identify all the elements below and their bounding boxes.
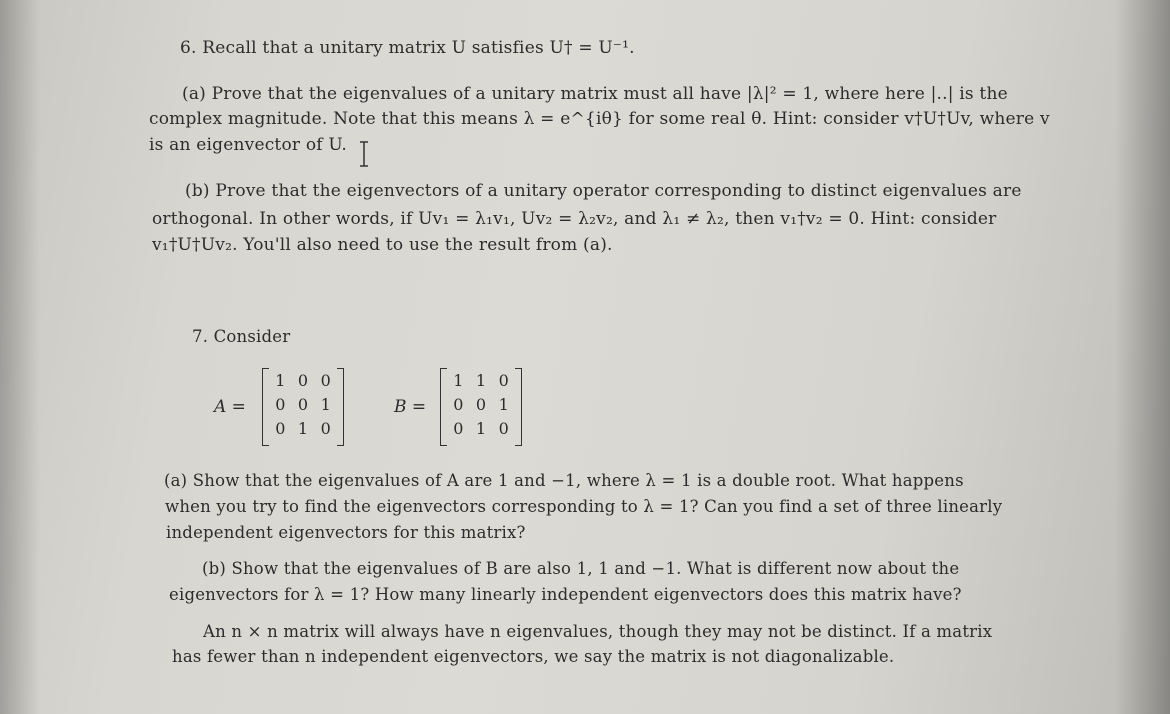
matrix-b-cell: 0 <box>475 395 487 414</box>
problem-6b-line-3: v₁†U†Uv₂. You'll also need to use the result from (a). <box>152 235 613 255</box>
problem-6b-line-2: orthogonal. In other words, if Uv₁ = λ₁v₁, Uv₂ = λ₂v₂, and λ₁ ≠ λ₂, then v₁†v₂ = 0. Hint: consider <box>152 209 997 229</box>
problem-7b-line-1: (b) Show that the eigenvalues of B are also 1, 1 and −1. What is different now about the <box>202 559 960 578</box>
problem-6b-line-1: (b) Prove that the eigenvectors of a unitary operator corresponding to distinct eigenvalues are <box>185 181 1022 201</box>
problem-7a-line-3: independent eigenvectors for this matrix? <box>166 523 526 542</box>
matrix-b-cell: 0 <box>498 419 509 438</box>
matrix-b-cell: 0 <box>498 371 509 390</box>
problem-7-heading: 7. Consider <box>192 327 291 346</box>
problem-6-heading: 6. Recall that a unitary matrix U satisfies U† = U⁻¹. <box>180 38 635 58</box>
matrix-b-cell: 1 <box>498 395 509 414</box>
matrix-a-cell: 0 <box>297 395 309 414</box>
problem-6a-line-1: (a) Prove that the eigenvalues of a unitary matrix must all have |λ|² = 1, where here |..| is the <box>182 84 1008 104</box>
matrix-b-cell: 0 <box>453 419 464 438</box>
photo-shadow-left <box>0 0 40 714</box>
problem-7a-line-2: when you try to find the eigenvectors corresponding to λ = 1? Can you find a set of three linearly <box>165 497 1003 516</box>
matrix-b <box>440 368 522 446</box>
problem-7a-line-1: (a) Show that the eigenvalues of A are 1 and −1, where λ = 1 is a double root. What happens <box>164 471 964 490</box>
matrix-b-cell: 1 <box>475 371 487 390</box>
problem-6a-line-2: complex magnitude. Note that this means λ = e^{iθ} for some real θ. Hint: consider v†U†Uv, where v <box>149 109 1050 129</box>
problem-6a-line-3: is an eigenvector of U. <box>149 135 347 155</box>
diagonalizable-note-line-2: has fewer than n independent eigenvectors, we say the matrix is not diagonalizable. <box>172 647 895 666</box>
matrix-a-cell: 1 <box>275 371 286 390</box>
problem-7b-line-2: eigenvectors for λ = 1? How many linearly independent eigenvectors does this matrix have? <box>169 585 962 604</box>
text-cursor-icon <box>357 141 371 167</box>
photo-shadow-right <box>1115 0 1170 714</box>
matrix-a-label: A = <box>214 397 246 417</box>
matrix-a-cell: 0 <box>320 419 331 438</box>
matrix-a-cell: 0 <box>320 371 331 390</box>
matrix-a-cell: 0 <box>275 395 286 414</box>
matrix-a-cell: 0 <box>297 371 309 390</box>
matrix-a <box>262 368 344 446</box>
matrix-a-cell: 1 <box>320 395 331 414</box>
diagonalizable-note-line-1: An n × n matrix will always have n eigenvalues, though they may not be distinct. If a matrix <box>203 622 993 641</box>
matrix-b-cell: 1 <box>453 371 464 390</box>
matrix-a-cell: 0 <box>275 419 286 438</box>
matrix-b-cell: 1 <box>475 419 487 438</box>
matrix-b-label: B = <box>394 397 427 417</box>
matrix-b-cell: 0 <box>453 395 464 414</box>
matrix-a-cell: 1 <box>297 419 309 438</box>
